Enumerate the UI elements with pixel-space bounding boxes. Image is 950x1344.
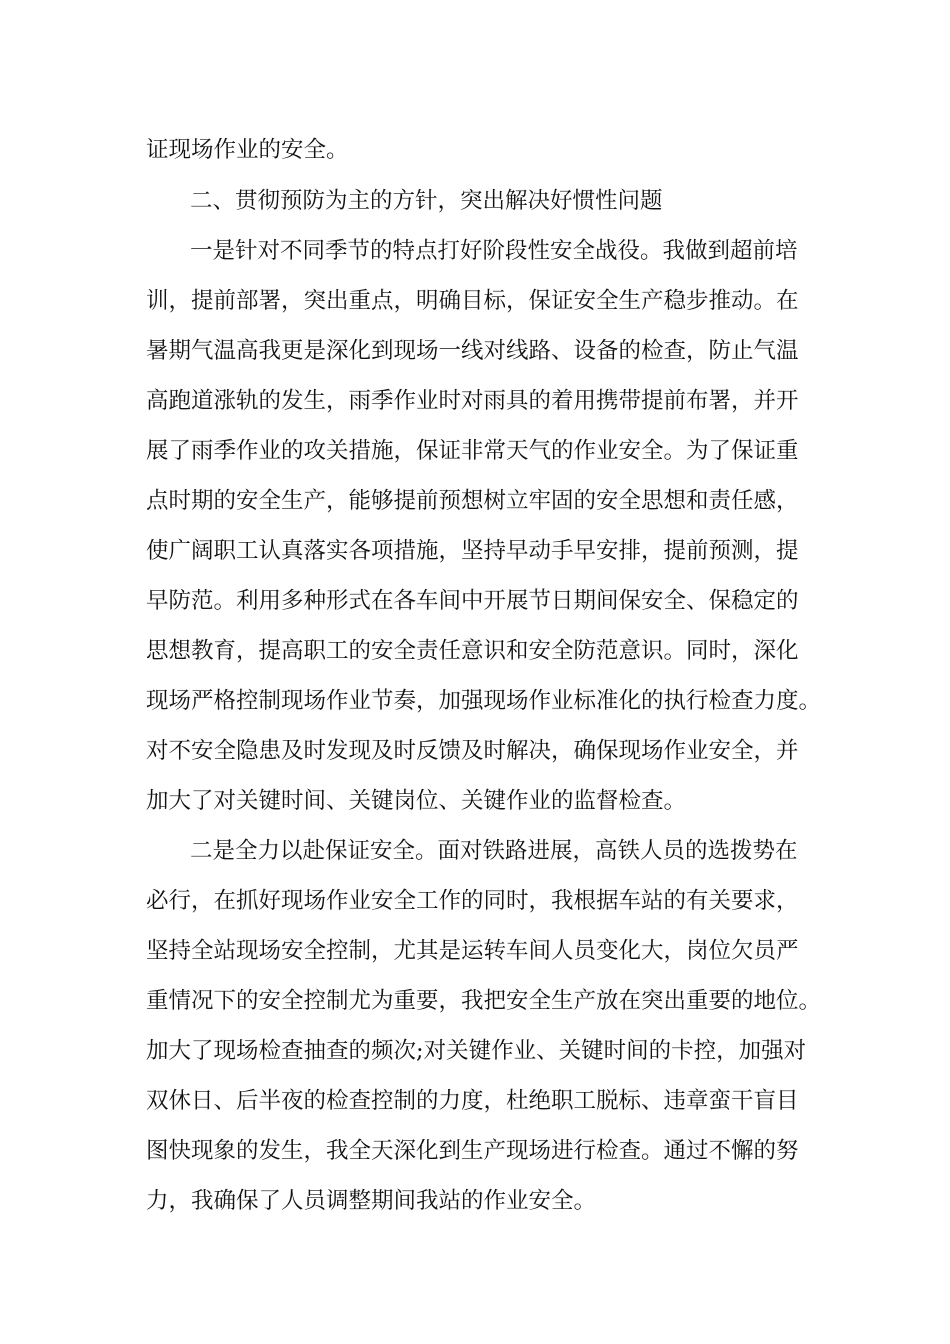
text-line-11: 思想教育，提高职工的安全责任意识和安全防范意识。同时，深化 bbox=[146, 638, 799, 664]
text-line-18: 重情况下的安全控制尤为重要，我把安全生产放在突出重要的地位。 bbox=[146, 988, 822, 1014]
text-line-8: 点时期的安全生产，能够提前预想树立牢固的安全思想和责任感， bbox=[146, 488, 799, 514]
text-line-14: 加大了对关键时间、关键岗位、关键作业的监督检查。 bbox=[146, 788, 687, 814]
text-line-17: 坚持全站现场安全控制，尤其是运转车间人员变化大，岗位欠员严 bbox=[146, 938, 799, 964]
text-line-4: 训，提前部署，突出重点，明确目标，保证安全生产稳步推动。在 bbox=[146, 288, 799, 314]
text-line-13: 对不安全隐患及时发现及时反馈及时解决，确保现场作业安全，并 bbox=[146, 738, 799, 764]
text-line-20: 双休日、后半夜的检查控制的力度，杜绝职工脱标、违章蛮干盲目 bbox=[146, 1088, 799, 1114]
text-line-9: 使广阔职工认真落实各项措施，坚持早动手早安排，提前预测，提 bbox=[146, 538, 799, 564]
text-line-21: 图快现象的发生，我全天深化到生产现场进行检查。通过不懈的努 bbox=[146, 1138, 799, 1164]
text-line-3: 一是针对不同季节的特点打好阶段性安全战役。我做到超前培 bbox=[190, 238, 798, 264]
text-line-19: 加大了现场检查抽查的频次;对关键作业、关键时间的卡控，加强对 bbox=[146, 1038, 807, 1064]
text-line-6: 高跑道涨轨的发生，雨季作业时对雨具的着用携带提前布署，并开 bbox=[146, 388, 799, 414]
text-line-16: 必行，在抓好现场作业安全工作的同时，我根据车站的有关要求， bbox=[146, 888, 799, 914]
text-line-1: 证现场作业的安全。 bbox=[146, 137, 349, 163]
text-line-7: 展了雨季作业的攻关措施，保证非常天气的作业安全。为了保证重 bbox=[146, 438, 799, 464]
text-line-15: 二是全力以赴保证安全。面对铁路进展，高铁人员的选拨势在 bbox=[190, 838, 798, 864]
section-heading: 二、贯彻预防为主的方针，突出解决好惯性问题 bbox=[190, 188, 663, 214]
text-line-22: 力，我确保了人员调整期间我站的作业安全。 bbox=[146, 1188, 597, 1214]
text-line-10: 早防范。利用多种形式在各车间中开展节日期间保安全、保稳定的 bbox=[146, 588, 799, 614]
text-line-5: 暑期气温高我更是深化到现场一线对线路、设备的检查，防止气温 bbox=[146, 338, 799, 364]
text-line-12: 现场严格控制现场作业节奏，加强现场作业标准化的执行检查力度。 bbox=[146, 688, 822, 714]
